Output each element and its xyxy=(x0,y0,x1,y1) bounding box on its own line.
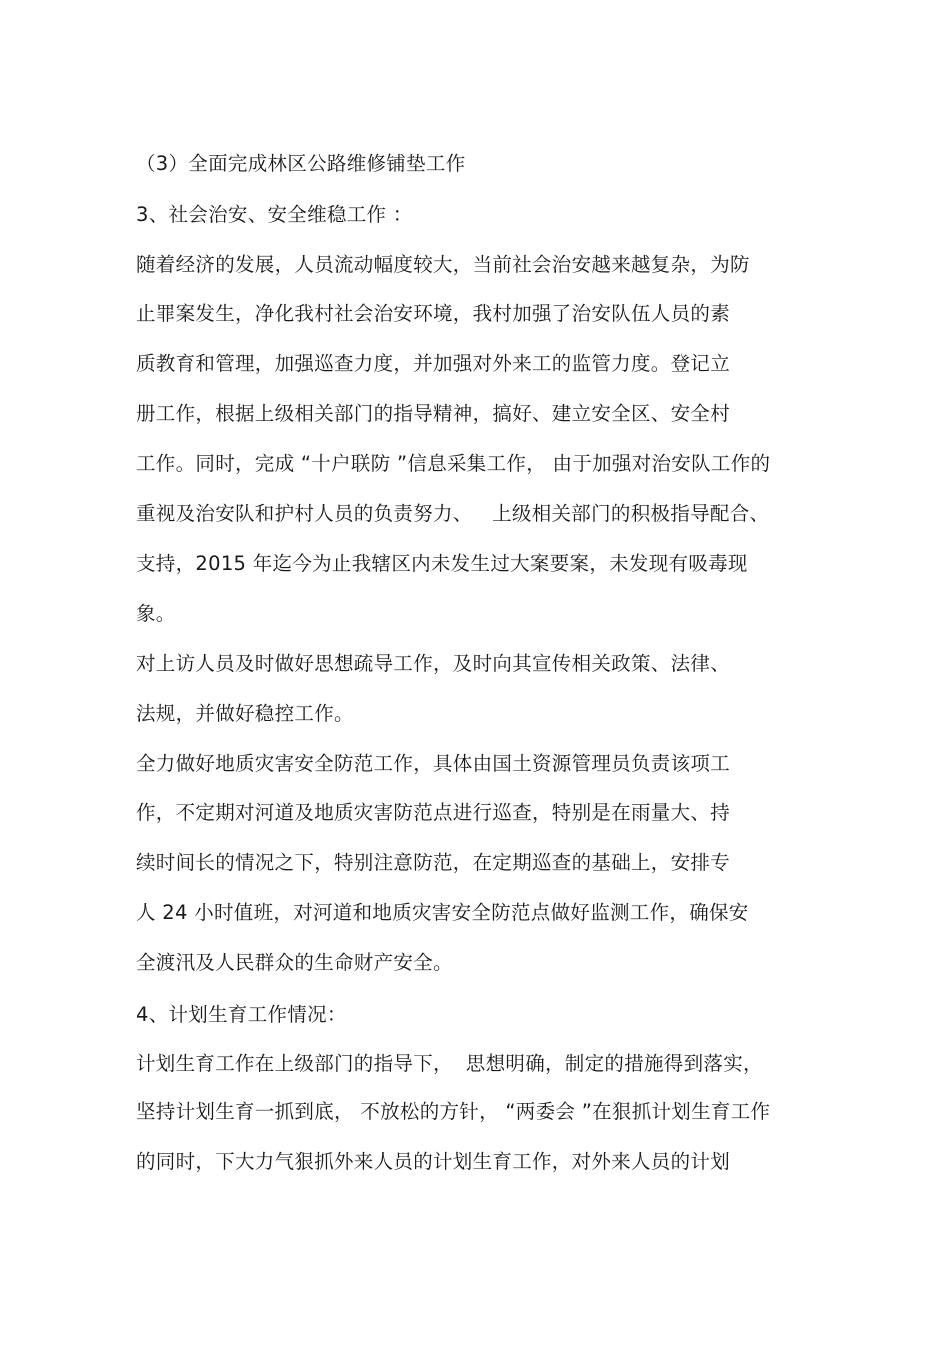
paragraph-line: 的同时，下大力气狠抓外来人员的计划生育工作，对外来人员的计划 xyxy=(136,1150,731,1173)
paragraph-line: 支持，2015 年迄今为止我辖区内未发生过大案要案，未发现有吸毒现 xyxy=(136,552,748,575)
section-heading-4: 4、计划生育工作情况： xyxy=(136,1003,347,1026)
paragraph-line: 全力做好地质灾害安全防范工作，具体由国土资源管理员负责该项工 xyxy=(136,752,731,775)
paragraph-line: 重视及治安队和护村人员的负责努力、 上级相关部门的积极指导配合、 xyxy=(136,502,770,525)
paragraph-line: 册工作，根据上级相关部门的指导精神，搞好、建立安全区、安全村 xyxy=(136,402,731,425)
paragraph-line: 续时间长的情况之下，特别注意防范，在定期巡查的基础上，安排专 xyxy=(136,851,731,874)
paragraph-line: 止罪案发生，净化我村社会治安环境，我村加强了治安队伍人员的素 xyxy=(136,302,731,325)
subsection-heading-3: （3）全面完成林区公路维修铺垫工作 xyxy=(136,152,466,175)
paragraph-line: 全渡汛及人民群众的生命财产安全。 xyxy=(136,951,453,974)
paragraph-line: 工作。同时，完成 “十户联防 ”信息采集工作， 由于加强对治安队工作的 xyxy=(136,452,771,475)
paragraph-line: 质教育和管理，加强巡查力度，并加强对外来工的监管力度。登记立 xyxy=(136,352,731,375)
paragraph-line: 随着经济的发展，人员流动幅度较大，当前社会治安越来越复杂，为防 xyxy=(136,253,750,276)
paragraph-line: 作，不定期对河道及地质灾害防范点进行巡查，特别是在雨量大、持 xyxy=(136,801,731,824)
paragraph-line: 计划生育工作在上级部门的指导下， 思想明确，制定的措施得到落实， xyxy=(136,1052,763,1075)
paragraph-line: 象。 xyxy=(136,602,176,625)
paragraph-line: 坚持计划生育一抓到底， 不放松的方针， “两委会 ”在狠抓计划生育工作 xyxy=(136,1100,771,1123)
paragraph-line: 对上访人员及时做好思想疏导工作，及时向其宣传相关政策、法律、 xyxy=(136,652,731,675)
paragraph-line: 人 24 小时值班，对河道和地质灾害安全防范点做好监测工作，确保安 xyxy=(136,901,749,924)
paragraph-line: 法规，并做好稳控工作。 xyxy=(136,702,354,725)
section-heading-3: 3、社会治安、安全维稳工作 ： xyxy=(136,203,413,226)
